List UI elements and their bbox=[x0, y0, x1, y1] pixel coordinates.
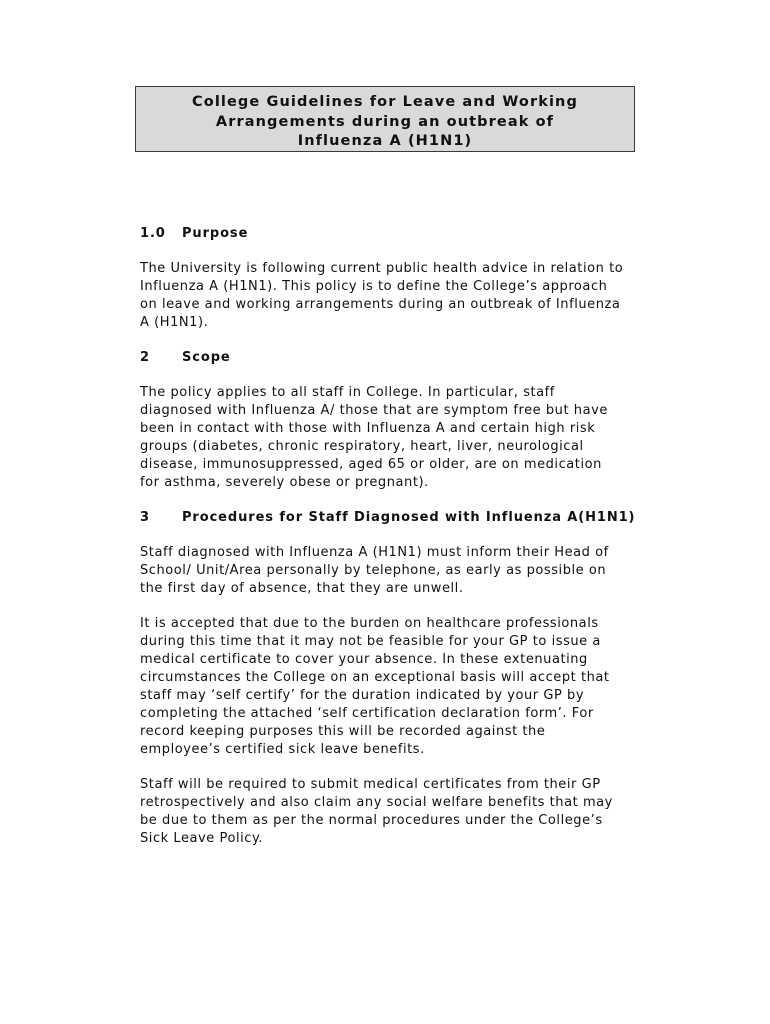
section-heading-purpose bbox=[140, 224, 640, 244]
section-number: 3 bbox=[140, 510, 150, 525]
text-line: diagnosed with Influenza A/ those that are symptom free but have bbox=[140, 403, 608, 418]
text-line: medical certificate to cover your absence. In these extenuating bbox=[140, 652, 588, 667]
section-heading-procedures bbox=[140, 508, 640, 528]
text-line: during this time that it may not be feasible for your GP to issue a bbox=[140, 634, 601, 649]
section-title: Procedures for Staff Diagnosed with Influenza A(H1N1) bbox=[182, 510, 636, 525]
text-line: Staff diagnosed with Influenza A (H1N1) must inform their Head of bbox=[140, 545, 609, 560]
text-line: been in contact with those with Influenza A and certain high risk bbox=[140, 421, 596, 436]
text-line: completing the attached ‘self certification declaration form’. For bbox=[140, 706, 594, 721]
section-title: Scope bbox=[182, 350, 231, 365]
text-line: circumstances the College on an exceptional basis will accept that bbox=[140, 670, 610, 685]
section-number: 1.0 bbox=[140, 226, 166, 241]
procedures-paragraph-2 bbox=[140, 615, 640, 759]
document-body bbox=[140, 224, 640, 848]
text-line: the first day of absence, that they are unwell. bbox=[140, 581, 464, 596]
text-line: Staff will be required to submit medical certificates from their GP bbox=[140, 777, 601, 792]
text-line: Sick Leave Policy. bbox=[140, 831, 264, 846]
document-title-line: Arrangements during an outbreak of bbox=[215, 113, 555, 130]
purpose-paragraph bbox=[140, 260, 640, 332]
document-title-line: College Guidelines for Leave and Working bbox=[192, 94, 578, 110]
text-line: employee’s certified sick leave benefits. bbox=[140, 742, 425, 757]
text-line: It is accepted that due to the burden on healthcare professionals bbox=[140, 616, 599, 631]
text-line: be due to them as per the normal procedures under the College’s bbox=[140, 813, 603, 828]
procedures-paragraph-3 bbox=[140, 776, 640, 848]
text-line: groups (diabetes, chronic respiratory, heart, liver, neurological bbox=[140, 439, 584, 454]
procedures-paragraph-1 bbox=[140, 544, 640, 598]
text-line: School/ Unit/Area personally by telephone, as early as possible on bbox=[140, 563, 607, 578]
text-line: for asthma, severely obese or pregnant). bbox=[140, 475, 429, 490]
text-line: A (H1N1). bbox=[140, 315, 209, 330]
text-line: The policy applies to all staff in College. In particular, staff bbox=[140, 385, 555, 400]
text-line: record keeping purposes this will be recorded against the bbox=[140, 724, 546, 739]
scope-paragraph bbox=[140, 384, 640, 492]
text-line: disease, immunosuppressed, aged 65 or older, are on medication bbox=[140, 457, 602, 472]
text-line: on leave and working arrangements during an outbreak of Influenza bbox=[140, 297, 621, 312]
text-line: staff may ‘self certify’ for the duration indicated by your GP by bbox=[140, 688, 585, 703]
text-line: Influenza A (H1N1). This policy is to define the College’s approach bbox=[140, 279, 608, 294]
text-line: The University is following current public health advice in relation to bbox=[140, 261, 624, 276]
section-heading-scope bbox=[140, 348, 640, 368]
text-line: retrospectively and also claim any social welfare benefits that may bbox=[140, 795, 613, 810]
section-title: Purpose bbox=[182, 226, 249, 241]
document-title-box bbox=[135, 86, 635, 152]
section-number: 2 bbox=[140, 350, 150, 365]
document-title-line: Influenza A (H1N1) bbox=[297, 133, 473, 149]
